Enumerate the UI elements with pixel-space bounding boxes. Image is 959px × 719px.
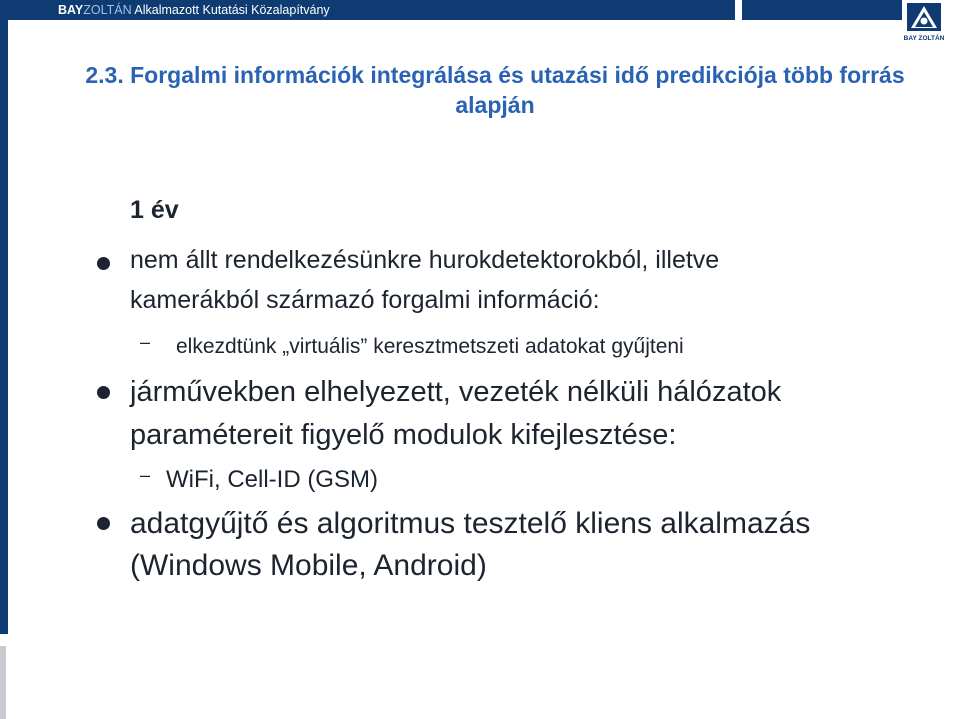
header-bar-right — [742, 0, 902, 20]
bullet-2-line-2: paramétereit figyelő modulok kifejlesztése: — [130, 419, 677, 451]
bullet-dot-icon — [97, 257, 110, 270]
bullet-1-line-1: nem állt rendelkezésünkre hurokdetektorokból, illetve — [130, 246, 720, 274]
left-frame-bar — [0, 20, 8, 634]
bullet-1-sub: elkezdtünk „virtuális” keresztmetszeti adatokat gyűjteni — [176, 335, 684, 358]
left-gray-bar — [0, 646, 6, 719]
year-heading: 1 év — [130, 196, 179, 224]
bullet-2-line-1: járművekben elhelyezett, vezeték nélküli hálózatok — [130, 376, 782, 408]
brand-org-name: Alkalmazott Kutatási Közalapítvány — [131, 3, 330, 17]
header-bar — [0, 0, 735, 20]
bullet-3-line-2: (Windows Mobile, Android) — [130, 549, 487, 582]
bullet-1-line-2: kamerákból származó forgalmi információ: — [130, 286, 600, 314]
bullet-dot-icon — [97, 517, 110, 530]
sub-bullet-dash-icon: – — [140, 465, 151, 485]
bullet-2-sub: WiFi, Cell-ID (GSM) — [166, 466, 378, 493]
brand-bay: BAY — [58, 3, 84, 17]
logo-text: BAY ZOLTÁN — [904, 35, 944, 42]
bullet-3-line-1: adatgyűjtő és algoritmus tesztelő kliens alkalmazás — [130, 507, 811, 540]
brand-zoltan: ZOLTÁN — [83, 3, 132, 17]
slide-title: 2.3. Forgalmi információk integrálása és utazási idő predikciója több forrás alapján — [85, 62, 905, 118]
bay-zoltan-logo-icon — [904, 3, 944, 43]
bullet-dot-icon — [97, 386, 110, 399]
sub-bullet-dash-icon: – — [140, 332, 151, 352]
header-brand — [58, 0, 330, 20]
